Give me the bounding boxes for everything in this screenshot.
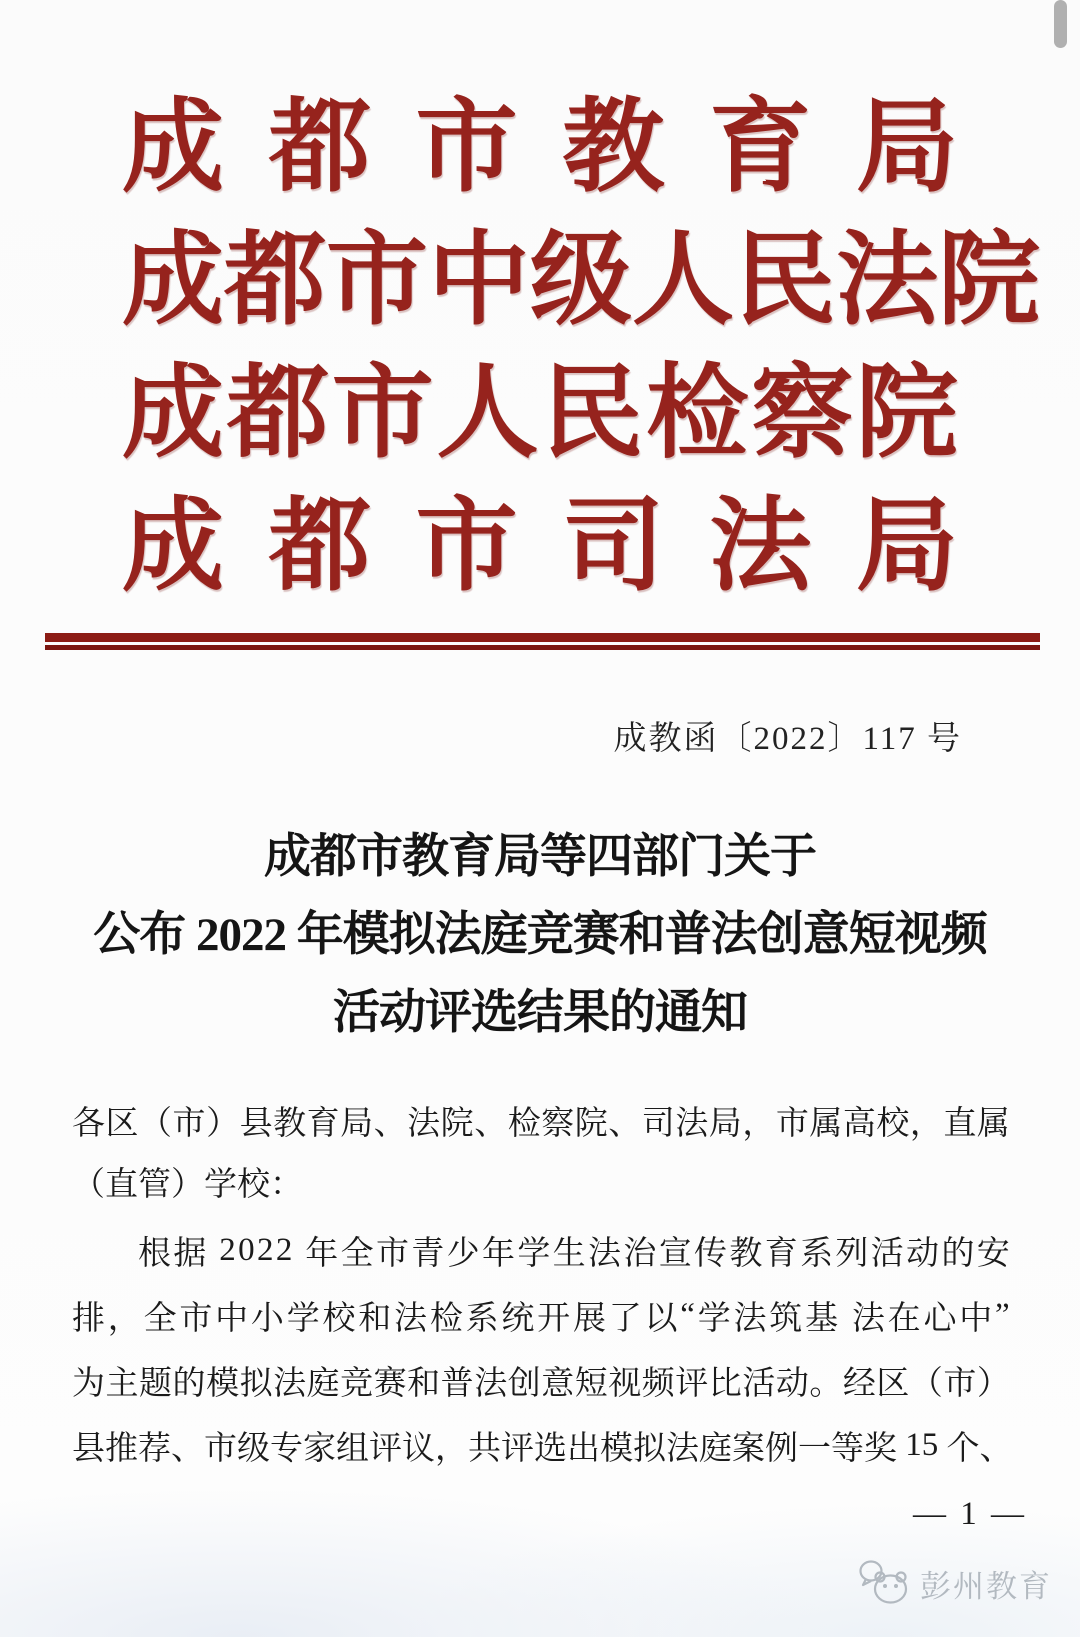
panda-speech-bubble-icon (858, 1558, 912, 1608)
rule-top-line (45, 633, 1040, 642)
body-line-salutation-2: （直管）学校： (72, 1167, 303, 1203)
rule-bottom-line (45, 645, 1040, 650)
agency-name-line-4: 成 都 市 司 法 局 (122, 490, 958, 604)
agency-header (122, 82, 1040, 614)
document-number: 成教函〔2022〕117 号 (613, 721, 962, 757)
body-line-paragraph-3: 为 主 题 的 模 拟 法 庭 竞 赛 和 普 法 创 意 短 视 频 评 比 活 动 。 经 区 （ 市 ） (72, 1366, 1010, 1402)
watermark (858, 1558, 1052, 1608)
body-line-salutation-1: 各 区 （ 市 ） 县 教 育 局 、 法 院 、 检 察 院 、 司 法 局 ， 市 属 高 校 ， 直 属 (72, 1106, 1010, 1142)
title-line-2: 公布 2022 年模拟法庭竞赛和普法创意短视频 (93, 909, 987, 961)
body-line-paragraph-2: 排 ， 全 市 中 小 学 校 和 法 检 系 统 开 展 了 以 “ 学 法 筑 基 法 在 心 中 ” (72, 1297, 1010, 1337)
title-line-1: 成都市教育局等四部门关于 (264, 831, 816, 883)
red-separator-rule (45, 633, 1040, 650)
agency-name-line-3: 成 都 市 人 民 检 察 院 (122, 357, 958, 471)
agency-name-line-2: 成 都 市 中 级 人 民 法 院 (122, 224, 1040, 338)
body-line-paragraph-4: 县 推 荐 、 市 级 专 家 组 评 议 ， 共 评 选 出 模 拟 法 庭 案 例 一 等 奖 1 5 个 、 (72, 1427, 1013, 1467)
body-line-paragraph-1: 根 据 2 0 2 2 年 全 市 青 少 年 学 生 法 治 宣 传 教 育 系 列 活 动 的 安 (138, 1232, 1010, 1272)
scrollbar-thumb[interactable] (1054, 0, 1067, 48)
page-number: — 1 — (913, 1496, 1027, 1532)
notice-body (72, 1088, 1013, 1478)
title-line-3: 活动评选结果的通知 (333, 987, 747, 1039)
agency-name-line-1: 成 都 市 教 育 局 (122, 91, 958, 205)
notice-title (0, 818, 1080, 1052)
watermark-text: 彭州教育 (920, 1568, 1052, 1604)
